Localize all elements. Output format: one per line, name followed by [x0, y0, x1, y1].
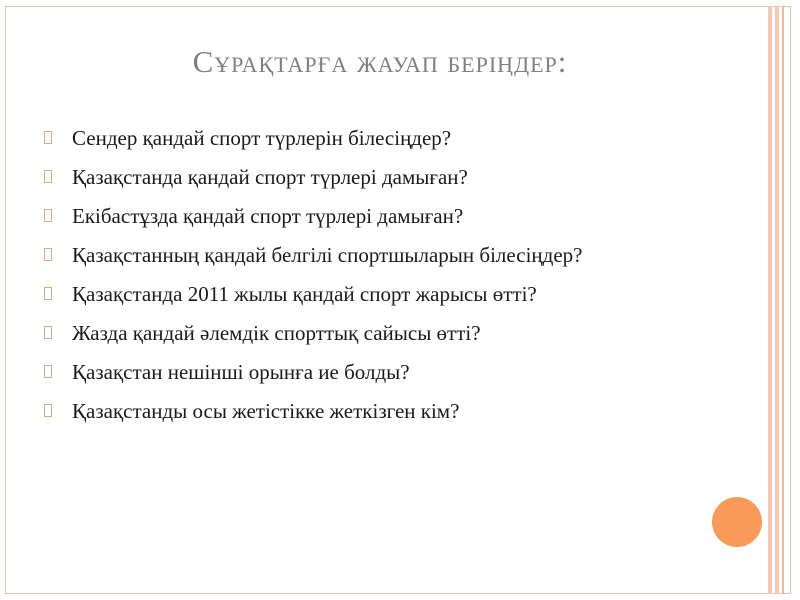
bullet-item — [44, 319, 734, 347]
bullet-item — [44, 397, 734, 425]
frame-rail — [768, 6, 772, 594]
bullet-marker-icon — [44, 170, 52, 183]
bullet-list — [44, 124, 734, 436]
frame-rail — [782, 6, 784, 594]
bullet-text: Қазақстанның қандай белгілі спортшыларын білесіңдер? — [72, 243, 583, 267]
bullet-marker-icon — [44, 248, 52, 261]
bullet-text: Қазақстанды осы жетістікке жеткізген кім? — [72, 399, 460, 423]
bullet-text: Екібастұзда қандай спорт түрлері дамыған? — [72, 204, 464, 228]
bullet-text: Қазақстанда 2011 жылы қандай спорт жарысы өтті? — [72, 282, 537, 306]
bullet-item — [44, 202, 734, 230]
bullet-marker-icon — [44, 209, 52, 222]
bullet-marker-icon — [44, 365, 52, 378]
bullet-item — [44, 241, 734, 269]
bullet-text: Қазақстанда қандай спорт түрлері дамыған? — [72, 165, 468, 189]
bullet-marker-icon — [44, 131, 52, 144]
bullet-text: Жазда қандай әлемдік спорттық сайысы өтті? — [72, 321, 481, 345]
bullet-item — [44, 124, 734, 152]
bullet-item — [44, 163, 734, 191]
bullet-text: Сендер қандай спорт түрлерін білесіңдер? — [72, 126, 452, 150]
bullet-item — [44, 358, 734, 386]
bullet-marker-icon — [44, 404, 52, 417]
bullet-marker-icon — [44, 287, 52, 300]
frame-rail — [775, 6, 779, 594]
bullet-text: Қазақстан нешінші орынға ие болды? — [72, 360, 410, 384]
decorative-circle-icon — [712, 497, 762, 547]
slide-title: Сұрақтарға жауап беріңдер: — [192, 44, 568, 79]
bullet-item — [44, 280, 734, 308]
bullet-marker-icon — [44, 326, 52, 339]
